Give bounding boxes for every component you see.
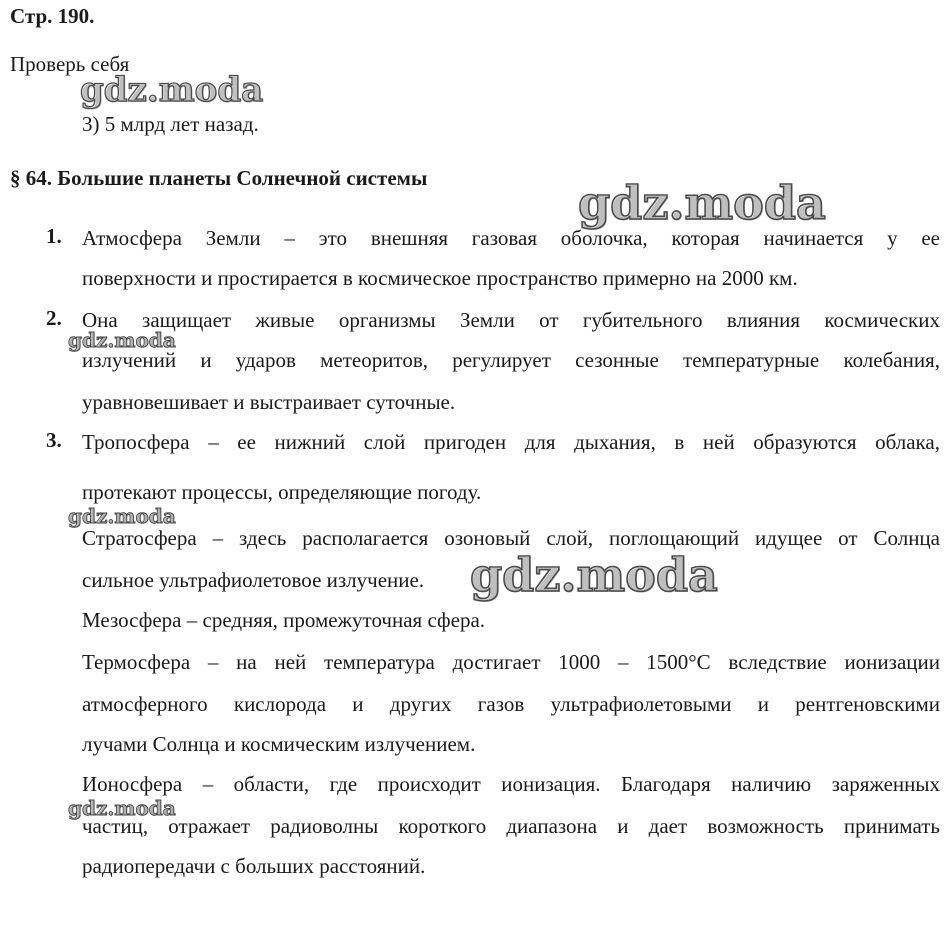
item-3-line-1: Тропосфера – ее нижний слой пригоден для дыхания, в ней образуются облака,: [82, 430, 940, 454]
item-number-2: 2.: [46, 306, 62, 330]
item-3-line-4: сильное ультрафиолетовое излучение.: [82, 568, 425, 592]
watermark-4: gdz.moda: [68, 504, 176, 528]
watermark-6: gdz.moda: [68, 796, 176, 820]
watermark-3: gdz.moda: [68, 328, 176, 352]
item-3-line-7: атмосферного кислорода и других газов ультрафиолетовыми и рентгеновскими: [82, 692, 940, 716]
section-heading: § 64. Большие планеты Солнечной системы: [10, 166, 428, 190]
item-2-line-2: излучений и ударов метеоритов, регулирует сезонные температурные колебания,: [82, 348, 940, 372]
item-1-line-2: поверхности и простирается в космическое пространство примерно на 2000 км.: [82, 266, 798, 290]
item-3-line-10: частиц, отражает радиоволны короткого диапазона и дает возможность принимать: [82, 814, 940, 838]
item-3-line-5: Мезосфера – средняя, промежуточная сфера.: [82, 608, 486, 632]
watermark-2: gdz.moda: [578, 176, 826, 230]
self-check-answer: 3) 5 млрд лет назад.: [82, 112, 259, 136]
item-3-line-2: протекают процессы, определяющие погоду.: [82, 480, 482, 504]
watermark-5: gdz.moda: [470, 548, 718, 602]
item-1-line-1: Атмосфера Земли – это внешняя газовая оболочка, которая начинается у ее: [82, 226, 940, 250]
item-3-line-11: радиопередачи с больших расстояний.: [82, 854, 426, 878]
self-check-title: Проверь себя: [10, 52, 130, 76]
item-number-1: 1.: [46, 224, 62, 248]
item-3-line-3: Стратосфера – здесь располагается озоновый слой, поглощающий идущее от Солнца: [82, 526, 940, 550]
item-3-line-6: Термосфера – на ней температура достигает 1000 – 1500°С вследствие ионизации: [82, 650, 940, 674]
page-number: Стр. 190.: [10, 4, 95, 28]
item-2-line-1: Она защищает живые организмы Земли от губительного влияния космических: [82, 308, 940, 332]
item-3-line-8: лучами Солнца и космическим излучением.: [82, 732, 476, 756]
item-2-line-3: уравновешивает и выстраивает суточные.: [82, 390, 456, 414]
item-number-3: 3.: [46, 428, 62, 452]
watermark-1: gdz.moda: [80, 70, 264, 110]
item-3-line-9: Ионосфера – области, где происходит ионизация. Благодаря наличию заряженных: [82, 772, 940, 796]
